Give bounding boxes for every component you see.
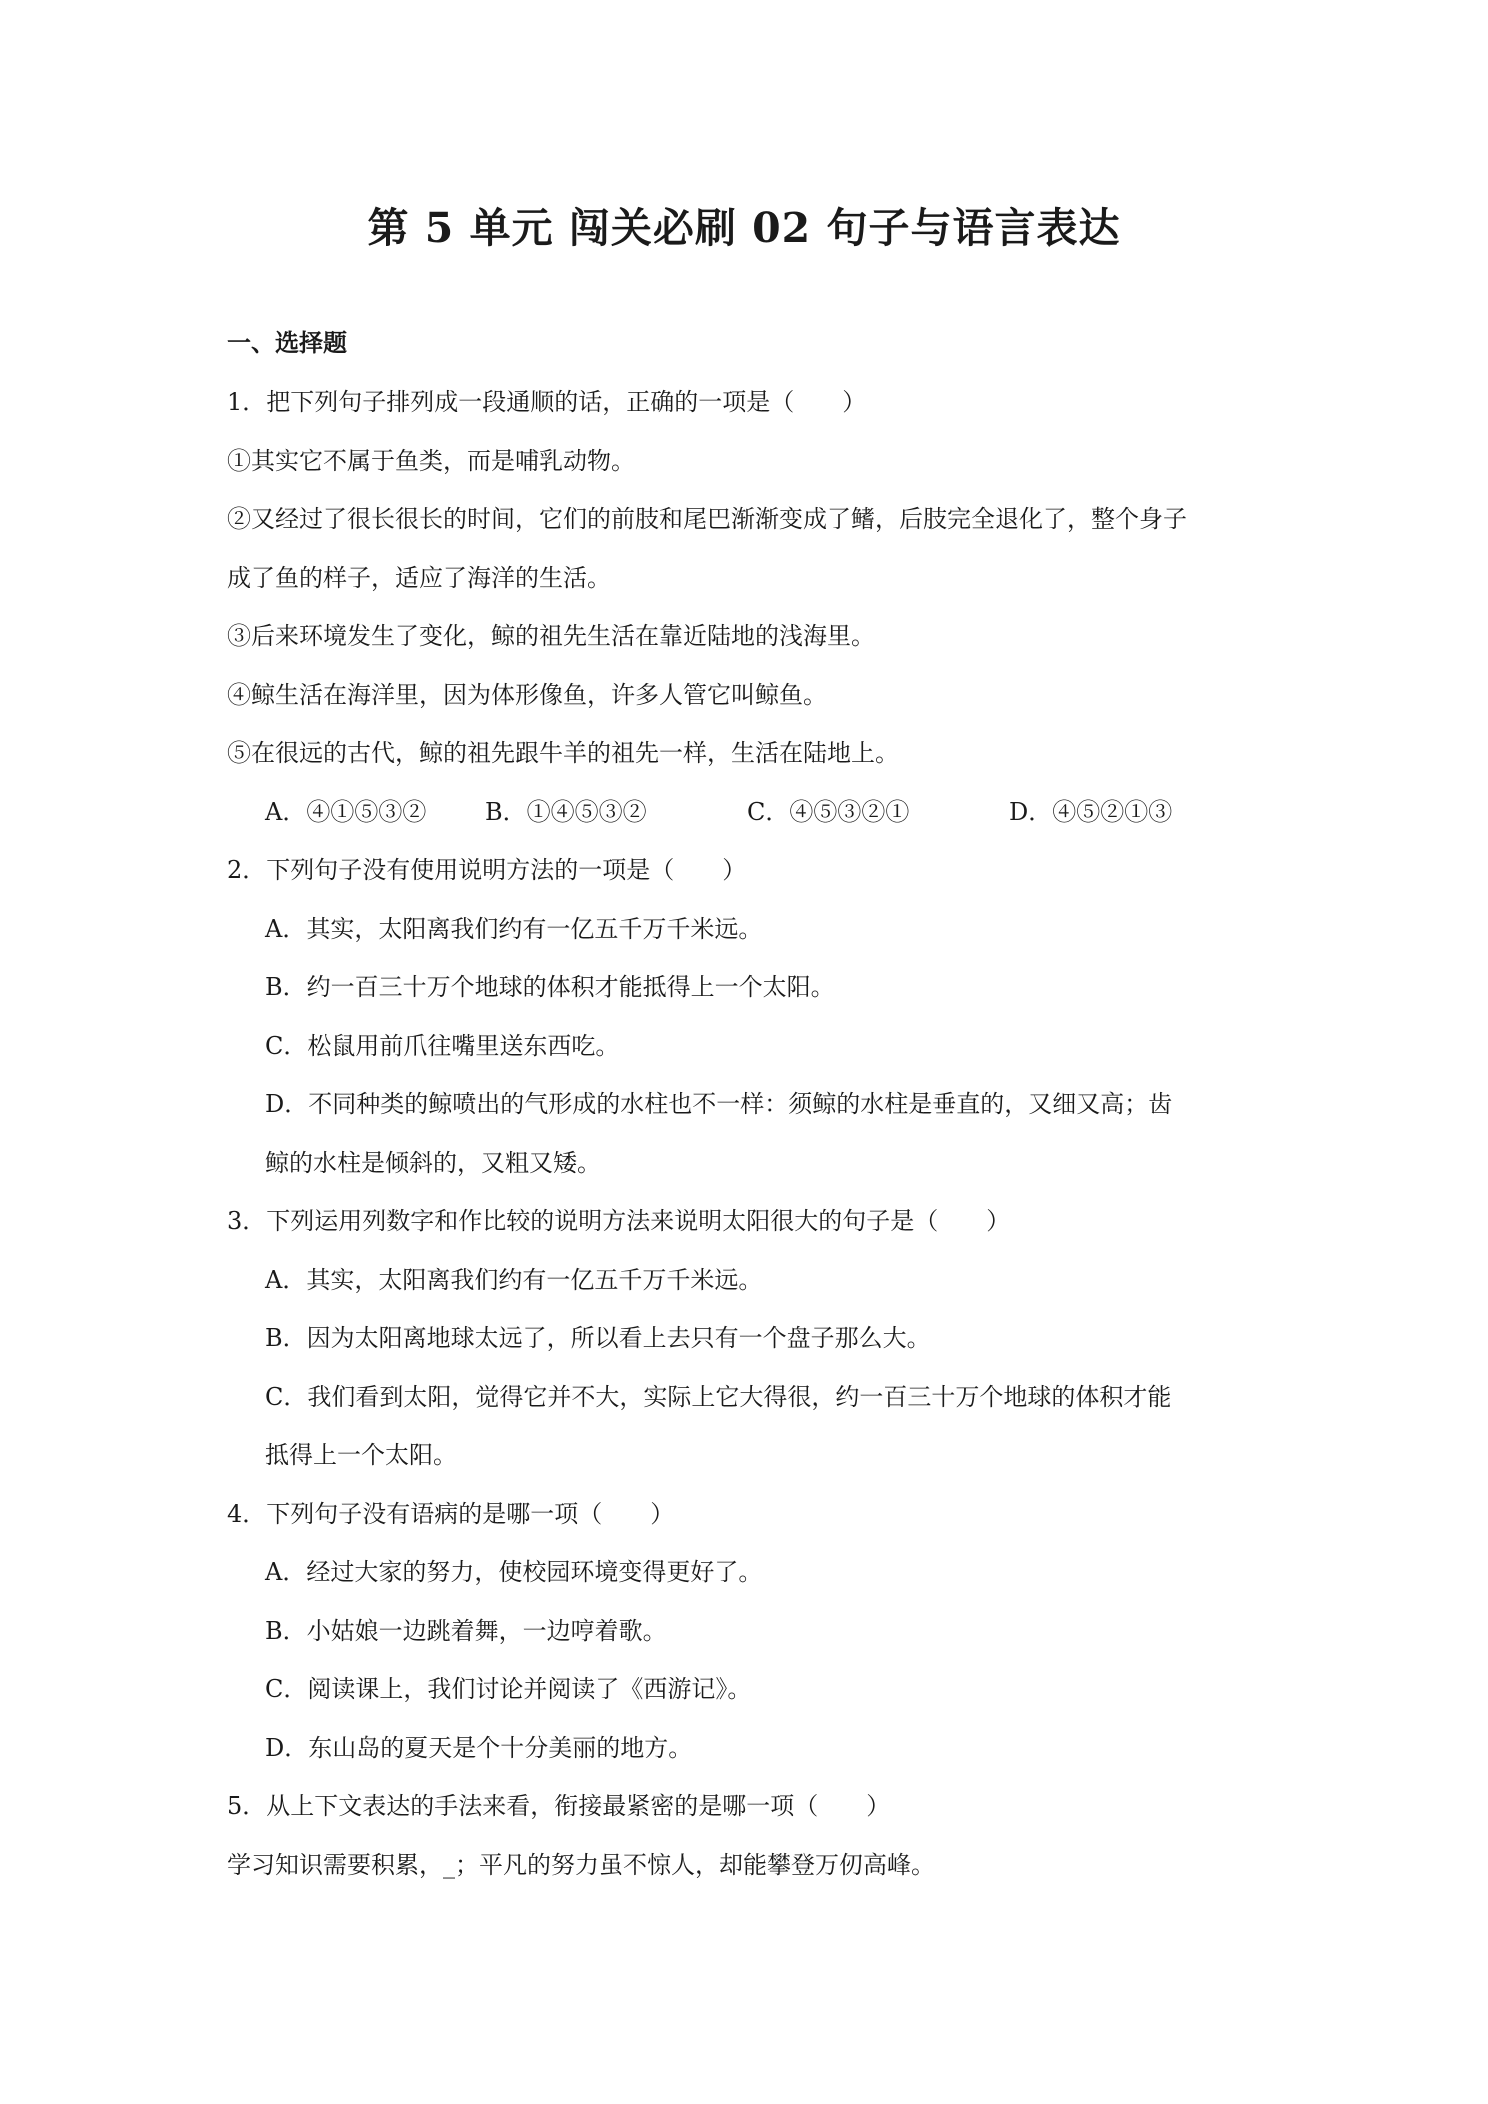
page-title: 第 5 单元 闯关必刷 02 句子与语言表达: [367, 204, 1121, 252]
section-heading: 一、选择题: [227, 328, 347, 357]
question-5-text: 学习知识需要积累，_；平凡的努力虽不惊人，却能攀登万仞高峰。: [227, 1851, 935, 1879]
question-1-sentence-5: ⑤在很远的古代，鲸的祖先跟牛羊的祖先一样，生活在陆地上。: [227, 739, 899, 767]
question-4-stem: 4．下列句子没有语病的是哪一项（ ）: [227, 1500, 675, 1528]
question-1-sentence-1: ①其实它不属于鱼类，而是哺乳动物。: [227, 447, 635, 475]
question-4-option-c[interactable]: C．阅读课上，我们讨论并阅读了《西游记》。: [265, 1675, 752, 1703]
option-b[interactable]: B．①④⑤③②: [485, 798, 647, 826]
question-2-option-d[interactable]: D．不同种类的鲸喷出的气形成的水柱也不一样：须鲸的水柱是垂直的，又细又高；齿: [265, 1090, 1173, 1118]
question-2-option-d-cont: 鲸的水柱是倾斜的，又粗又矮。: [265, 1149, 601, 1177]
question-1-sentence-2: ②又经过了很长很长的时间，它们的前肢和尾巴渐渐变成了鳍，后肢完全退化了，整个身子: [227, 505, 1187, 533]
question-5-stem: 5．从上下文表达的手法来看，衔接最紧密的是哪一项（ ）: [227, 1792, 891, 1820]
question-1-sentence-2-cont: 成了鱼的样子，适应了海洋的生活。: [227, 564, 611, 592]
option-c[interactable]: C．④⑤③②①: [747, 798, 910, 826]
question-3-option-c-cont: 抵得上一个太阳。: [265, 1441, 457, 1469]
question-3-option-b[interactable]: B．因为太阳离地球太远了，所以看上去只有一个盘子那么大。: [265, 1324, 931, 1352]
question-4-option-a[interactable]: A．经过大家的努力，使校园环境变得更好了。: [265, 1558, 763, 1586]
question-2-option-b[interactable]: B．约一百三十万个地球的体积才能抵得上一个太阳。: [265, 973, 835, 1001]
question-3-option-a[interactable]: A．其实，太阳离我们约有一亿五千万千米远。: [265, 1266, 763, 1294]
question-1-sentence-3: ③后来环境发生了变化，鲸的祖先生活在靠近陆地的浅海里。: [227, 622, 875, 650]
question-2-option-a[interactable]: A．其实，太阳离我们约有一亿五千万千米远。: [265, 915, 763, 943]
question-1-sentence-4: ④鲸生活在海洋里，因为体形像鱼，许多人管它叫鲸鱼。: [227, 681, 827, 709]
question-4-option-b[interactable]: B．小姑娘一边跳着舞，一边哼着歌。: [265, 1617, 667, 1645]
question-3-option-c[interactable]: C．我们看到太阳，觉得它并不大，实际上它大得很，约一百三十万个地球的体积才能: [265, 1383, 1172, 1411]
option-a[interactable]: A．④①⑤③②: [265, 798, 427, 826]
question-4-option-d[interactable]: D．东山岛的夏天是个十分美丽的地方。: [265, 1734, 693, 1762]
question-1-stem: 1．把下列句子排列成一段通顺的话，正确的一项是（ ）: [227, 388, 867, 416]
option-d[interactable]: D．④⑤②①③: [1009, 798, 1173, 826]
question-3-stem: 3．下列运用列数字和作比较的说明方法来说明太阳很大的句子是（ ）: [227, 1207, 1011, 1235]
question-2-stem: 2．下列句子没有使用说明方法的一项是（ ）: [227, 856, 747, 884]
question-2-option-c[interactable]: C．松鼠用前爪往嘴里送东西吃。: [265, 1032, 620, 1060]
